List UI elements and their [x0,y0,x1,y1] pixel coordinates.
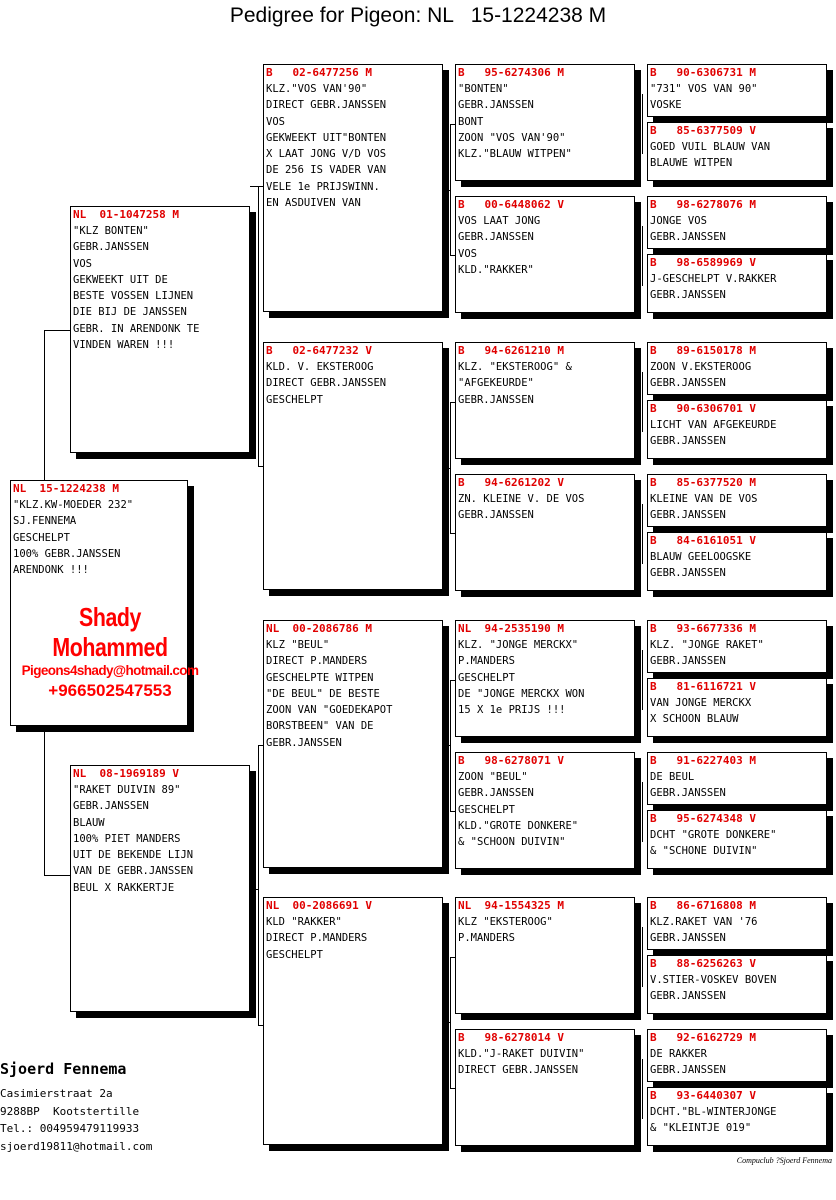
ancestor-card[interactable] [647,1029,827,1082]
card-description: LICHT VAN AFGEKEURDE GEBR.JANSSEN [650,419,777,448]
parent-card-dam[interactable] [70,765,250,1012]
ring-number: B 88-6256263 V [650,957,756,970]
stamp-email: Pigeons4shady@hotmail.com [21,663,199,678]
ring-number: B 95-6274306 M [458,66,564,79]
connector-line [642,1059,643,1119]
ring-number: B 98-6278076 M [650,198,756,211]
connector-line [450,957,451,1088]
card-description: KLZ.RAKET VAN '76 GEBR.JANSSEN [650,916,758,945]
card-description: DCHT."BL-WINTERJONGE & "KLEINTJE 019" [650,1106,777,1135]
watermark-stamp [10,602,210,702]
connector-line [642,782,643,842]
connector-line [642,226,643,286]
ring-number: B 02-6477256 M [266,66,372,79]
connector-line [44,330,70,331]
owner-contact [0,1085,152,1155]
owner-address: Casimierstraat 2a [0,1087,113,1100]
footer-credit: Compuclub ?Sjoerd Fennema [736,1156,832,1165]
connector-line [642,504,643,564]
ring-number: B 94-6261202 V [458,476,564,489]
ring-number: B 81-6116721 V [650,680,756,693]
ancestor-card[interactable] [647,474,827,527]
card-description: KLZ "EKSTEROOG" P.MANDERS [458,916,553,945]
ring-number: B 90-6306701 V [650,402,756,415]
ring-number: B 84-6161051 V [650,534,756,547]
great-grandparent-card[interactable] [455,1029,635,1146]
stamp-name: Shady Mohammed [52,602,168,662]
card-description: GOED VUIL BLAUW VAN BLAUWE WITPEN [650,141,771,170]
great-grandparent-card[interactable] [455,620,635,737]
ancestor-card[interactable] [647,400,827,459]
card-description: KLZ. "JONGE RAKET" GEBR.JANSSEN [650,639,764,668]
ancestor-card[interactable] [647,1087,827,1146]
card-description: ZN. KLEINE V. DE VOS GEBR.JANSSEN [458,493,585,522]
ring-number: B 98-6278014 V [458,1031,564,1044]
great-grandparent-card[interactable] [455,474,635,591]
connector-line [450,680,451,811]
great-grandparent-card[interactable] [455,196,635,313]
card-description: KLZ "BEUL" DIRECT P.MANDERS GESCHELPTE WITPEN "DE BEUL" DE BESTE ZOON VAN "GOEDEKAPOT BORSTBEEN" VAN DE GEBR.JANSSEN [266,639,393,749]
card-description: V.STIER-VOSKEV BOVEN GEBR.JANSSEN [650,974,777,1003]
grandparent-card[interactable] [263,897,443,1145]
grandparent-card[interactable] [263,342,443,590]
connector-line [44,875,70,876]
card-description: "RAKET DUIVIN 89" GEBR.JANSSEN BLAUW 100% PIET MANDERS UIT DE BEKENDE LIJN VAN DE GEBR.JANSSEN BEUL X RAKKERTJE [73,784,194,894]
ancestor-card[interactable] [647,810,827,869]
card-description: KLZ."VOS VAN'90" DIRECT GEBR.JANSSEN VOS GEKWEEKT UIT"BONTEN X LAAT JONG V/D VOS DE 256 IS VADER VAN VELE 1e PRIJSWINN. EN ASDUIVEN VAN [266,83,387,210]
great-grandparent-card[interactable] [455,897,635,1014]
card-description: BLAUW GEELOOGSKE GEBR.JANSSEN [650,551,752,580]
ring-number: B 89-6150178 M [650,344,756,357]
card-description: ZOON V.EKSTEROOG GEBR.JANSSEN [650,361,752,390]
connector-line [642,372,643,432]
connector-line [250,186,258,187]
ring-number: NL 94-1554325 M [458,899,564,912]
ring-number: B 85-6377520 M [650,476,756,489]
card-description: KLD."J-RAKET DUIVIN" DIRECT GEBR.JANSSEN [458,1048,585,1077]
ancestor-card[interactable] [647,620,827,673]
connector-line [450,124,451,255]
stamp-phone: +966502547553 [48,681,172,700]
parent-card-sire[interactable] [70,206,250,453]
card-description: "731" VOS VAN 90" VOSKE [650,83,758,112]
ring-number: NL 01-1047258 M [73,208,179,221]
ancestor-card[interactable] [647,752,827,805]
connector-line [642,927,643,987]
card-description: J-GESCHELPT V.RAKKER GEBR.JANSSEN [650,273,777,302]
ring-number: B 02-6477232 V [266,344,372,357]
connector-line [642,94,643,154]
ring-number: B 00-6448062 V [458,198,564,211]
connector-line [443,745,450,746]
card-description: "KLZ BONTEN" GEBR.JANSSEN VOS GEKWEEKT UIT DE BESTE VOSSEN LIJNEN DIE BIJ DE JANSSEN GEBR. IN ARENDONK TE VINDEN WAREN !!! [73,225,200,352]
connector-line [443,190,450,191]
ancestor-card[interactable] [647,897,827,950]
ring-number: B 98-6278071 V [458,754,564,767]
connector-line [258,745,259,1025]
subject-ring-number: NL 15-1224238 M [13,482,119,495]
ring-number: NL 00-2086691 V [266,899,372,912]
ancestor-card[interactable] [647,122,827,181]
subject-description: "KLZ.KW-MOEDER 232" SJ.FENNEMA GESCHELPT 100% GEBR.JANSSEN ARENDONK !!! [13,499,134,577]
great-grandparent-card[interactable] [455,342,635,459]
ring-number: NL 00-2086786 M [266,622,372,635]
ancestor-card[interactable] [647,254,827,313]
ring-number: B 85-6377509 V [650,124,756,137]
grandparent-card[interactable] [263,620,443,868]
connector-line [443,468,450,469]
card-description: ZOON "BEUL" GEBR.JANSSEN GESCHELPT KLD."GROTE DONKERE" & "SCHOON DUIVIN" [458,771,579,849]
connector-line [44,330,45,480]
ancestor-card[interactable] [647,955,827,1014]
card-description: DE BEUL GEBR.JANSSEN [650,771,726,800]
connector-line [250,889,258,890]
ring-number: NL 94-2535190 M [458,622,564,635]
card-description: KLD. V. EKSTEROOG DIRECT GEBR.JANSSEN GESCHELPT [266,361,387,406]
card-description: KLD "RAKKER" DIRECT P.MANDERS GESCHELPT [266,916,368,961]
card-description: "BONTEN" GEBR.JANSSEN BONT ZOON "VOS VAN'90" KLZ."BLAUW WITPEN" [458,83,572,161]
card-description: VOS LAAT JONG GEBR.JANSSEN VOS KLD."RAKKER" [458,215,541,276]
card-description: DE RAKKER GEBR.JANSSEN [650,1048,726,1077]
card-description: KLZ. "JONGE MERCKX" P.MANDERS GESCHELPT DE "JONGE MERCKX WON 15 X 1e PRIJS !!! [458,639,585,717]
grandparent-card[interactable] [263,64,443,312]
ring-number: B 86-6716808 M [650,899,756,912]
ring-number: B 94-6261210 M [458,344,564,357]
ancestor-card[interactable] [647,64,827,117]
card-description: VAN JONGE MERCKX X SCHOON BLAUW [650,697,752,726]
card-description: KLZ. "EKSTEROOG" & "AFGEKEURDE" GEBR.JANSSEN [458,361,572,406]
ring-number: NL 08-1969189 V [73,767,179,780]
ring-number: B 98-6589969 V [650,256,756,269]
ring-number: B 95-6274348 V [650,812,756,825]
ancestor-card[interactable] [647,196,827,249]
card-description: KLEINE VAN DE VOS GEBR.JANSSEN [650,493,758,522]
connector-line [258,186,259,466]
ancestor-card[interactable] [647,532,827,591]
card-description: JONGE VOS GEBR.JANSSEN [650,215,726,244]
ring-number: B 93-6677336 M [650,622,756,635]
connector-line [443,1022,450,1023]
card-description: DCHT "GROTE DONKERE" & "SCHONE DUIVIN" [650,829,777,858]
owner-city: 9288BP Kootstertille [0,1104,140,1118]
page-title: Pedigree for Pigeon: NL 15-1224238 M [229,4,607,27]
connector-line [450,402,451,533]
ancestor-card[interactable] [647,678,827,737]
ring-number: B 93-6440307 V [650,1089,756,1102]
connector-line [642,650,643,710]
ring-number: B 92-6162729 M [650,1031,756,1044]
great-grandparent-card[interactable] [455,752,635,869]
connector-line [44,726,45,876]
ancestor-card[interactable] [647,342,827,395]
owner-phone: Tel.: 004959479119933 [0,1122,140,1135]
ring-number: B 90-6306731 M [650,66,756,79]
owner-email: sjoerd19811@hotmail.com [0,1139,153,1153]
owner-name: Sjoerd Fennema [0,1060,127,1078]
great-grandparent-card[interactable] [455,64,635,181]
ring-number: B 91-6227403 M [650,754,756,767]
